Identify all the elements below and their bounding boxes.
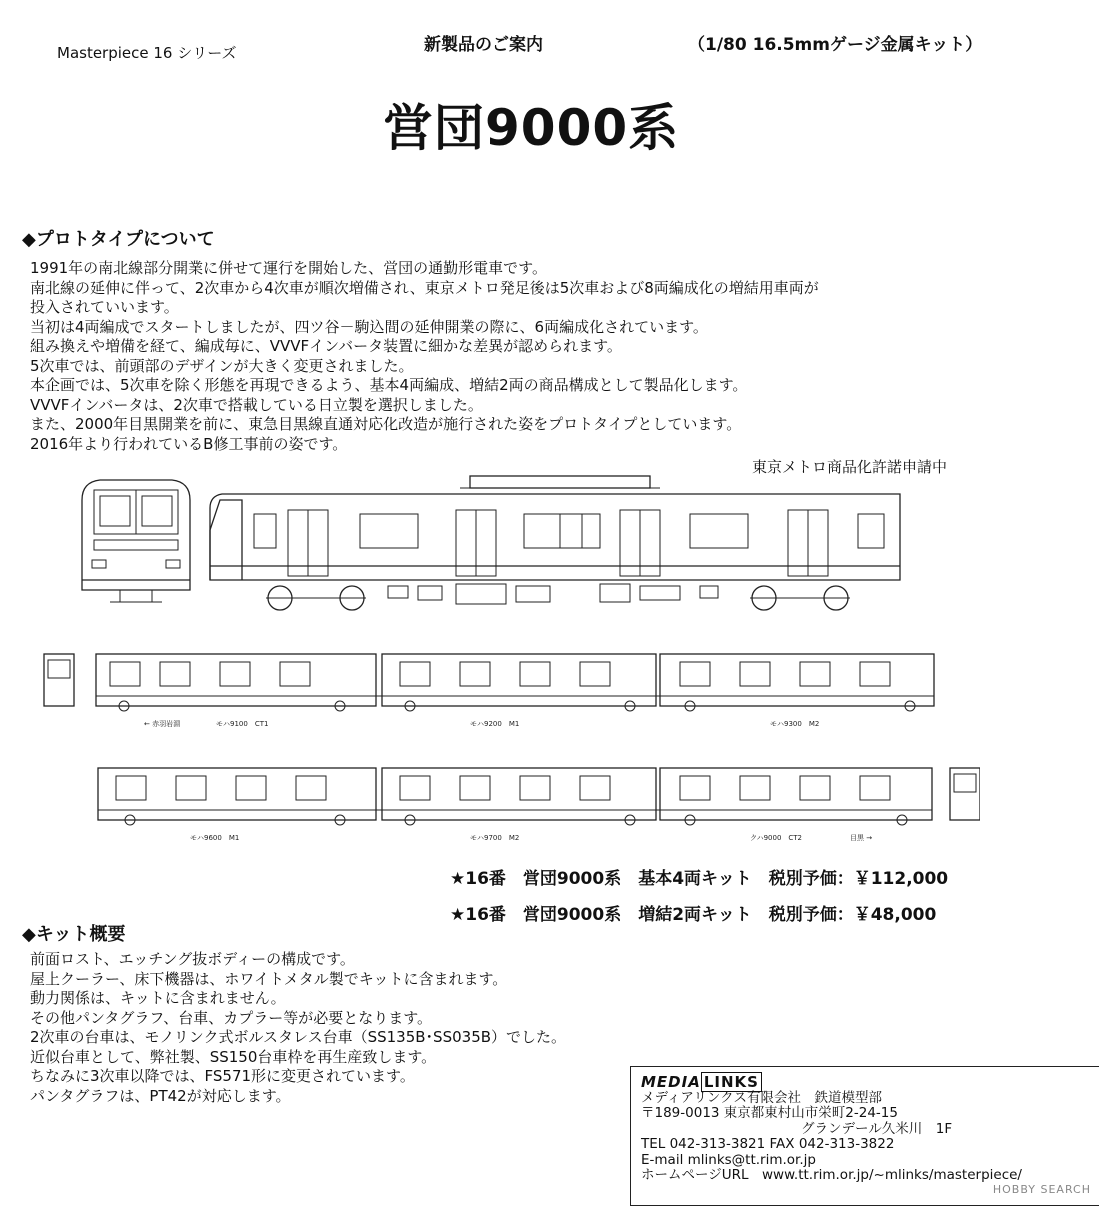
kit-heading: ◆キット概要 xyxy=(22,924,126,945)
notice-heading: 新製品のご案内 xyxy=(424,35,543,55)
side-view xyxy=(210,476,900,610)
kit-line: 2次車の台車は、モノリンク式ボルスタレス台車（SS135B･SS035B）でした。 xyxy=(30,1028,567,1046)
company-address: 〒189-0013 東京都東村山市栄町2-24-15 xyxy=(641,1105,898,1121)
price-basic xyxy=(450,864,948,889)
logo-main: MEDIA xyxy=(641,1073,701,1091)
kit-line: 動力関係は、キットに含まれません。 xyxy=(30,989,286,1007)
prototype-line: また、2000年目黒開業を前に、東急目黒線直通対応化改造が施行された姿をプロトタイプとしています。 xyxy=(30,415,742,433)
prototype-line: 投入されていいます。 xyxy=(30,298,179,316)
kit-line: 前面ロスト、エッチング抜ボディーの構成です。 xyxy=(30,950,355,968)
kit-text xyxy=(30,950,566,1106)
company-phone: TEL 042-313-3821 FAX 042-313-3822 xyxy=(641,1136,895,1152)
car-label: 目黒 → xyxy=(850,834,873,842)
prototype-text xyxy=(30,259,819,454)
prototype-line: 本企画では、5次車を除く形態を再現できるよう、基本4両編成、増結2両の商品構成として製品化します。 xyxy=(30,376,748,394)
front-view xyxy=(82,480,190,602)
series-name: Masterpiece 16 シリーズ xyxy=(57,44,237,62)
car-label: モハ9300 M2 xyxy=(770,720,820,728)
page-title: 営団9000系 xyxy=(383,99,680,157)
prototype-line: VVVFインバータは、2次車で搭載している日立製を選択しました。 xyxy=(30,395,483,414)
consist-row-2 xyxy=(98,768,980,842)
prototype-heading: ◆プロトタイプについて xyxy=(22,229,215,250)
prototype-line: 当初は4両編成でスタートしましたが、四ツ谷－駒込間の延伸開業の際に、6両編成化されています。 xyxy=(30,317,708,336)
consist-row-1 xyxy=(44,654,934,728)
kit-line: パンタグラフは、PT42が対応します。 xyxy=(30,1086,291,1105)
prototype-line: 南北線の延伸に伴って、2次車から4次車が順次増備され、東京メトロ発足後は5次車および8両編成化の増結用車両が xyxy=(30,278,819,297)
prototype-line: 2016年より行われているB修工事前の姿です。 xyxy=(30,434,348,453)
kit-line: その他パンタグラフ、台車、カプラー等が必要となります。 xyxy=(30,1008,433,1027)
car-side-drawing xyxy=(70,470,930,630)
prototype-line: 5次車では、前頭部のデザインが大きく変更されました。 xyxy=(30,356,414,375)
kit-line: 近似台車として、弊社製、SS150台車枠を再生産致します。 xyxy=(30,1047,437,1066)
kit-line: 屋上クーラー、床下機器は、ホワイトメタル製でキットに含まれます。 xyxy=(30,969,508,988)
company-logo xyxy=(641,1075,1022,1091)
consist-drawing xyxy=(40,640,980,850)
watermark: HOBBY SEARCH xyxy=(992,1183,1091,1196)
car-label: モハ9600 M1 xyxy=(190,834,240,842)
logo-box: LINKS xyxy=(701,1072,762,1092)
license-note: 東京メトロ商品化許諾申請中 xyxy=(752,458,948,476)
price-basic-label: ★16番 営団9000系 基本4両キット 税別予価： xyxy=(450,869,854,889)
prototype-line: 組み換えや増備を経て、編成毎に、VVVFインバータ装置に細かな差異が認められます。 xyxy=(30,337,622,355)
price-addon-label: ★16番 営団9000系 増結2両キット 税別予価： xyxy=(450,905,854,925)
car-label: クハ9000 CT2 xyxy=(750,834,803,842)
company-address-building: グランデール久米川 1F xyxy=(801,1120,953,1137)
price-addon-value: ￥48,000 xyxy=(853,905,937,925)
company-url: ホームページURL www.tt.rim.or.jp/~mlinks/masterpiece/ xyxy=(641,1167,1022,1183)
company-name: メディアリンクス有限会社 鉄道模型部 xyxy=(641,1089,882,1106)
car-label: モハ9100 CT1 xyxy=(216,720,269,728)
price-basic-value: ￥112,000 xyxy=(853,869,949,889)
company-email: E-mail mlinks@tt.rim.or.jp xyxy=(641,1151,816,1168)
car-label: モハ9200 M1 xyxy=(470,720,520,728)
kit-line: ちなみに3次車以降では、FS571形に変更されています。 xyxy=(30,1067,415,1085)
car-label: モハ9700 M2 xyxy=(470,834,520,842)
price-addon xyxy=(450,900,936,925)
car-label: ← 赤羽岩淵 xyxy=(144,720,181,728)
gauge-note: （1/80 16.5mmゲージ金属キット） xyxy=(688,35,983,55)
prototype-line: 1991年の南北線部分開業に併せて運行を開始した、営団の通勤形電車です。 xyxy=(30,259,547,277)
